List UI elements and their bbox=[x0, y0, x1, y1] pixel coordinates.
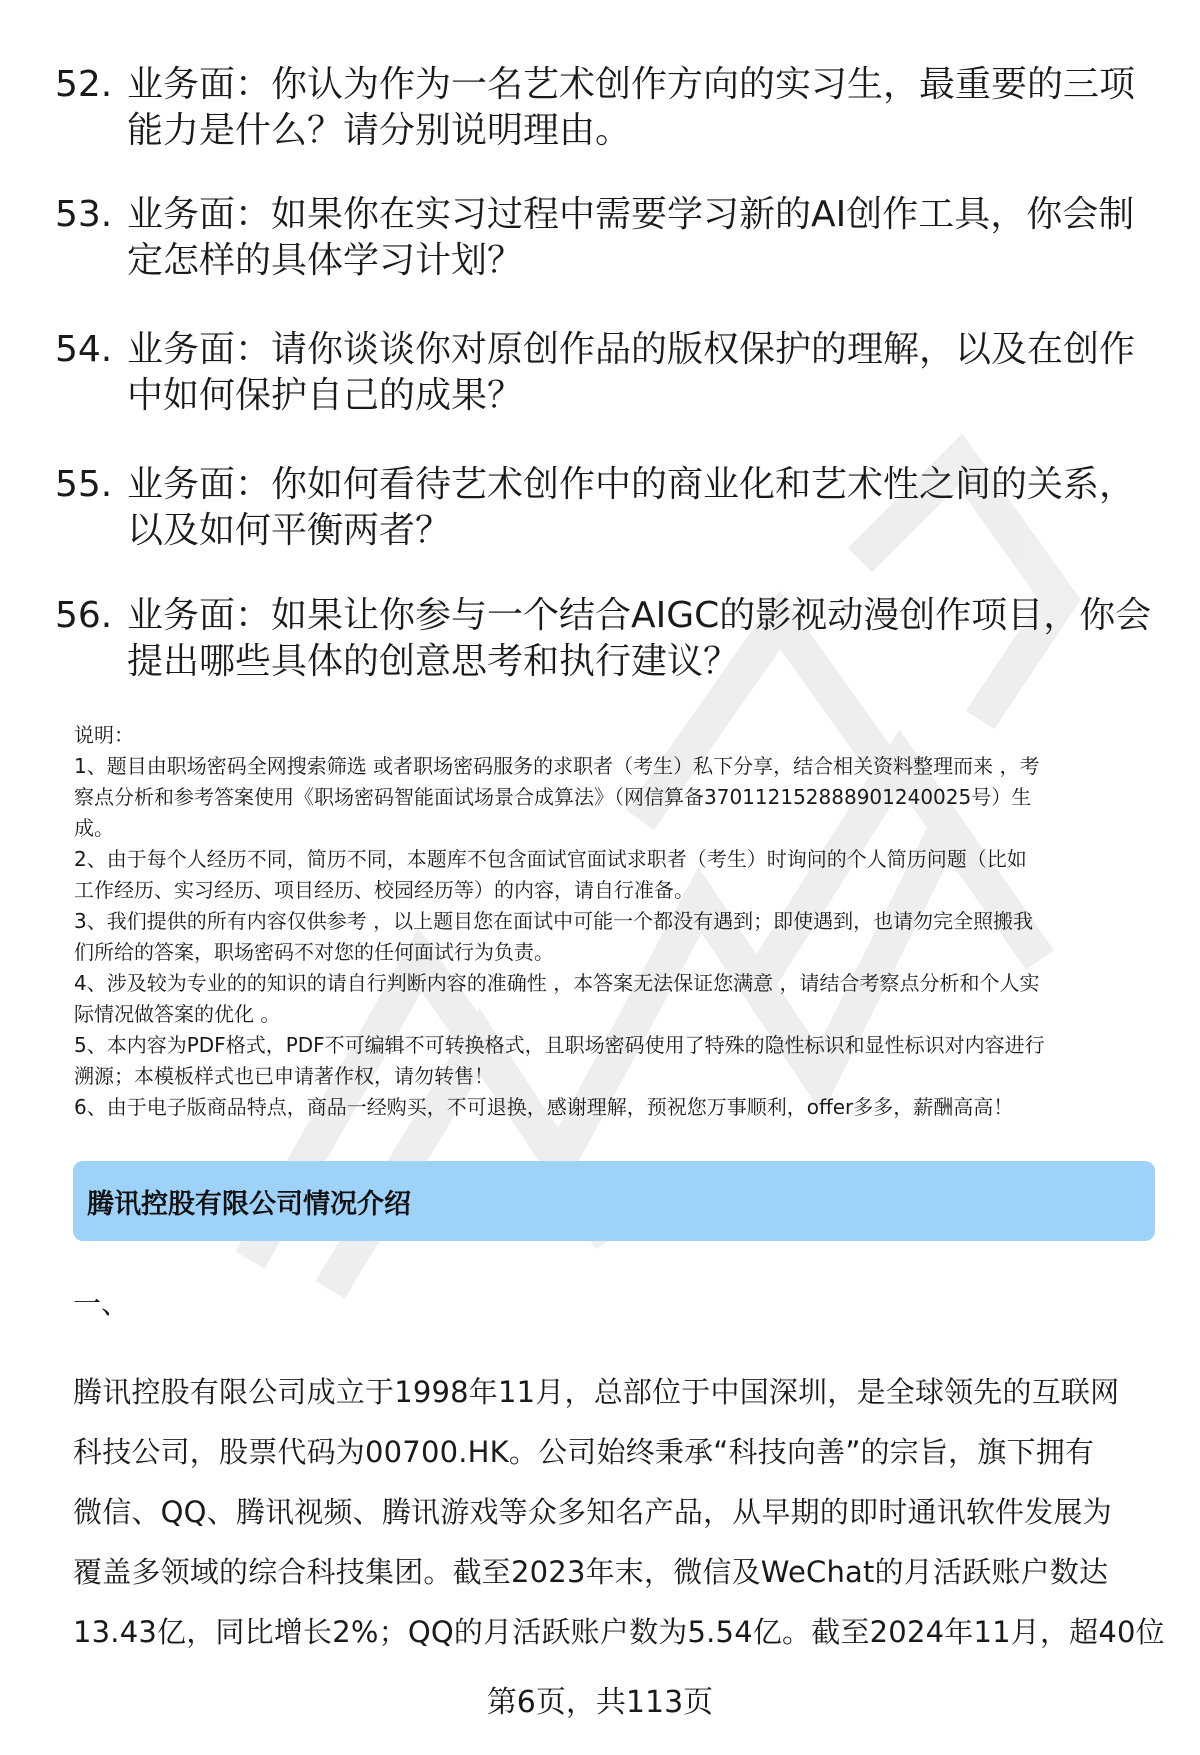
page-indicator: 第6页，共113页 bbox=[486, 1685, 714, 1720]
question-number: 53. bbox=[55, 194, 113, 235]
question-number: 54. bbox=[55, 329, 113, 370]
question-number: 52. bbox=[55, 64, 113, 105]
question-number: 56. bbox=[55, 595, 113, 636]
question-52 bbox=[55, 62, 1165, 154]
note-line: 2、由于每个人经历不同，简历不同，本题库不包含面试官面试求职者（考生）时询问的个人简历问题（比如 bbox=[74, 847, 1027, 871]
question-line: 业务面：你认为作为一名艺术创作方向的实习生，最重要的三项 bbox=[127, 64, 1136, 105]
question-54 bbox=[55, 327, 1165, 419]
paragraph-line: 科技公司，股票代码为00700.HK。公司始终秉承“科技向善”的宗旨，旗下拥有 bbox=[73, 1435, 1095, 1469]
question-line: 业务面：如果你在实习过程中需要学习新的AI创作工具，你会制 bbox=[127, 194, 1135, 235]
question-line: 提出哪些具体的创意思考和执行建议？ bbox=[127, 641, 740, 682]
company-intro-paragraph bbox=[73, 1362, 1163, 1662]
note-line: 4、涉及较为专业的的知识的请自行判断内容的准确性 ，本答案无法保证您满意 ，请结合考察点分析和个人实 bbox=[74, 971, 1040, 995]
note-line: 溯源；本模板样式也已申请著作权，请勿转售！ bbox=[74, 1064, 494, 1088]
question-55 bbox=[55, 462, 1165, 554]
question-line: 业务面：请你谈谈你对原创作品的版权保护的理解，以及在创作 bbox=[127, 329, 1136, 370]
question-line: 定怎样的具体学习计划？ bbox=[127, 240, 524, 281]
note-line: 际情况做答案的优化 。 bbox=[74, 1002, 281, 1026]
question-line: 业务面：你如何看待艺术创作中的商业化和艺术性之间的关系， bbox=[127, 464, 1136, 505]
paragraph-line: 覆盖多领域的综合科技集团。截至2023年末，微信及WeChat的月活跃账户数达 bbox=[73, 1555, 1109, 1589]
paragraph-line: 微信、QQ、腾讯视频、腾讯游戏等众多知名产品，从早期的即时通讯软件发展为 bbox=[73, 1495, 1112, 1529]
question-number: 55. bbox=[55, 464, 113, 505]
note-line: 3、我们提供的所有内容仅供参考 ，以上题目您在面试中可能一个都没有遇到；即使遇到，也请勿完全照搬我 bbox=[74, 909, 1034, 933]
section-title: 腾讯控股有限公司情况介绍 bbox=[87, 1188, 411, 1220]
paragraph-line: 腾讯控股有限公司成立于1998年11月，总部位于中国深圳，是全球领先的互联网 bbox=[73, 1375, 1120, 1409]
note-line: 工作经历、实习经历、项目经历、校园经历等）的内容，请自行准备。 bbox=[74, 878, 694, 902]
question-56 bbox=[55, 593, 1165, 685]
section-subheading: 一、 bbox=[73, 1287, 130, 1320]
note-line: 们所给的答案，职场密码不对您的任何面试行为负责。 bbox=[74, 940, 554, 964]
question-line: 能力是什么？请分别说明理由。 bbox=[127, 110, 632, 151]
section-header bbox=[73, 1161, 1155, 1241]
paragraph-line: 13.43亿，同比增长2%；QQ的月活跃账户数为5.54亿。截至2024年11月，超40位 bbox=[73, 1615, 1165, 1649]
question-53 bbox=[55, 192, 1165, 284]
question-line: 业务面：如果让你参与一个结合AIGC的影视动漫创作项目，你会 bbox=[127, 595, 1152, 636]
note-line: 察点分析和参考答案使用《职场密码智能面试场景合成算法》（网信算备370112152888901240025号）生 bbox=[74, 785, 1032, 809]
note-line: 5、本内容为PDF格式，PDF不可编辑不可转换格式，且职场密码使用了特殊的隐性标识和显性标识对内容进行 bbox=[74, 1033, 1045, 1057]
notes-section bbox=[74, 720, 1164, 1123]
notes-title: 说明： bbox=[74, 723, 134, 747]
note-line: 成。 bbox=[74, 816, 114, 840]
note-line: 1、题目由职场密码全网搜索筛选 或者职场密码服务的求职者（考生）私下分享，结合相关资料整理而来 ，考 bbox=[74, 754, 1040, 778]
question-line: 以及如何平衡两者？ bbox=[127, 510, 452, 551]
question-line: 中如何保护自己的成果？ bbox=[127, 375, 524, 416]
note-line: 6、由于电子版商品特点，商品一经购买，不可退换，感谢理解，预祝您万事顺利，offer多多，薪酬高高！ bbox=[74, 1095, 1014, 1119]
